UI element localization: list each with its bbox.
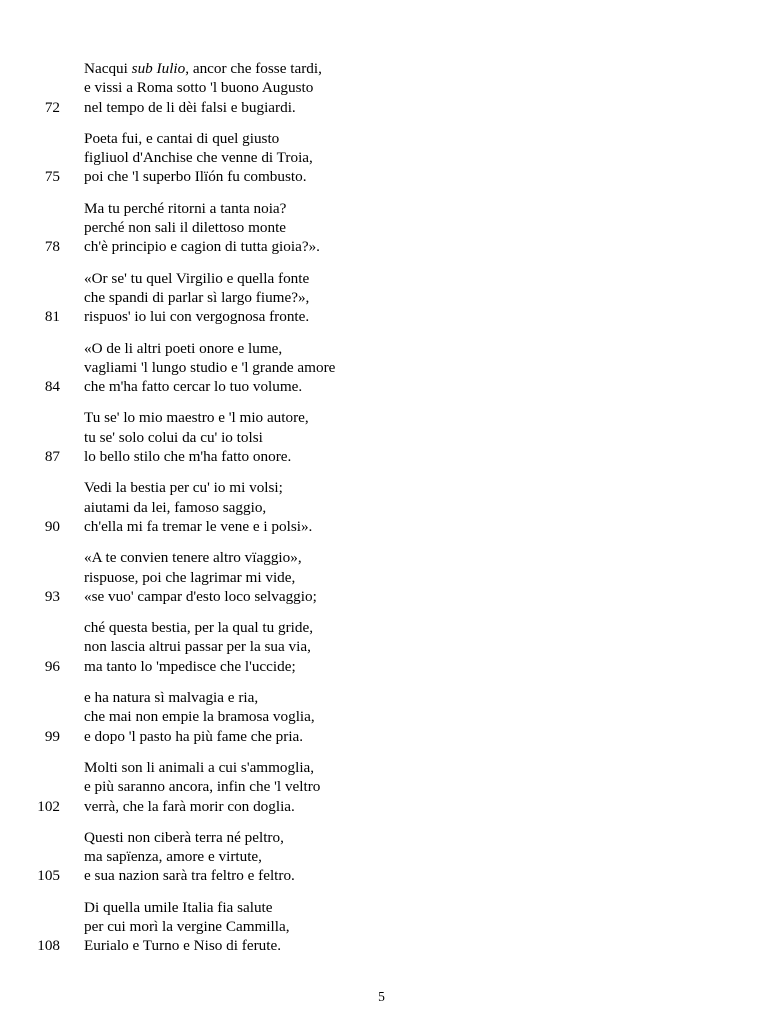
verse-line [0,59,763,78]
tercet [0,618,763,676]
line-number: 108 [37,937,60,955]
verse-segment: tu se' solo colui da cu' io tolsi [84,428,263,446]
verse-line [0,797,763,816]
verse-text [84,358,335,377]
verse-line [0,707,763,726]
tercet [0,478,763,536]
verse-line [0,637,763,656]
verse-line [0,758,763,777]
verse-text [84,218,286,237]
verse-segment: Ma tu perché ritorni a tanta noia? [84,199,287,217]
poem-text [0,59,763,968]
line-number: 102 [37,797,60,815]
verse-line [0,167,763,186]
verse-segment: perché non sali il dilettoso monte [84,219,287,237]
verse-line [0,548,763,567]
verse-text [84,657,296,676]
verse-segment: che m'ha fatto cercar lo tuo volume. [84,378,303,396]
verse-segment: «O de li altri poeti onore e lume, [84,339,283,357]
verse-segment: che spandi di parlar sì largo fiume?», [84,288,310,306]
verse-line [0,898,763,917]
verse-segment: che mai non empie la bramosa voglia, [84,708,315,726]
verse-line [0,218,763,237]
verse-segment: vagliami 'l lungo studio e 'l grande amore [84,358,336,376]
verse-segment: per cui morì la vergine Cammilla, [84,917,290,935]
verse-segment: nel tempo de li dèi falsi e bugiardi. [84,98,296,116]
verse-line [0,78,763,97]
verse-segment: ch'ella mi fa tremar le vene e i polsi». [84,517,313,535]
verse-text [84,199,286,218]
verse-line [0,237,763,256]
verse-text [84,428,263,447]
verse-text [84,688,258,707]
verse-text [84,797,295,816]
verse-line [0,358,763,377]
verse-text [84,517,312,536]
verse-segment: e vissi a Roma sotto 'l buono Augusto [84,79,314,97]
verse-line [0,498,763,517]
verse-line [0,828,763,847]
verse-segment: poi che 'l superbo Ilïón fu combusto. [84,168,307,186]
tercet [0,199,763,257]
verse-text [84,269,309,288]
verse-text [84,98,296,117]
verse-line [0,447,763,466]
tercet [0,339,763,397]
line-number: 72 [44,98,60,116]
verse-text [84,339,282,358]
verse-text [84,568,295,587]
tercet [0,758,763,816]
verse-line [0,936,763,955]
verse-segment: Di quella umile Italia fia salute [84,898,273,916]
line-number: 96 [44,657,60,675]
verse-line [0,307,763,326]
line-number: 90 [44,517,60,535]
verse-text [84,777,320,796]
verse-segment: ma sapïenza, amore e virtute, [84,848,262,866]
verse-segment: verrà, che la farà morir con doglia. [84,797,295,815]
line-number: 105 [37,867,60,885]
verse-segment: , ancor che fosse tardi, [185,60,322,77]
verse-text [84,637,311,656]
verse-text [84,707,315,726]
verse-line [0,688,763,707]
tercet [0,898,763,956]
verse-text [84,129,279,148]
verse-text [84,917,290,936]
line-number: 75 [44,168,60,186]
verse-text [84,478,283,497]
verse-text [84,408,309,427]
verse-line [0,408,763,427]
verse-line [0,339,763,358]
verse-line [0,288,763,307]
verse-segment: e ha natura sì malvagia e ria, [84,689,259,707]
verse-line [0,517,763,536]
line-number: 84 [44,378,60,396]
verse-text [84,377,302,396]
page-number: 5 [378,989,385,1004]
verse-text [84,866,295,885]
verse-line [0,587,763,606]
tercet [0,688,763,746]
verse-line [0,727,763,746]
verse-text [84,898,273,917]
verse-segment: rispuose, poi che lagrimar mi vide, [84,568,296,586]
verse-segment: ché questa bestia, per la qual tu gride, [84,619,313,637]
verse-text [84,148,313,167]
verse-line [0,568,763,587]
tercet [0,548,763,606]
verse-text [84,447,291,466]
verse-segment: lo bello stilo che m'ha fatto onore. [84,448,292,466]
italic-phrase: sub Iulio [131,60,186,77]
verse-line [0,199,763,218]
verse-text [84,307,309,326]
verse-segment: ch'è principio e cagion di tutta gioia?». [84,238,320,256]
verse-segment: Molti son li animali a cui s'ammoglia, [84,758,315,776]
tercet [0,828,763,886]
verse-text [84,59,322,78]
verse-segment: Vedi la bestia per cu' io mi volsi; [84,479,283,497]
verse-segment: non lascia altrui passar per la sua via, [84,638,311,656]
verse-segment: e sua nazion sarà tra feltro e feltro. [84,867,295,885]
line-number: 78 [44,238,60,256]
verse-line [0,866,763,885]
verse-text [84,288,309,307]
tercet [0,59,763,117]
verse-segment: e più saranno ancora, infin che 'l veltro [84,778,321,796]
verse-text [84,727,303,746]
verse-line [0,269,763,288]
tercet [0,269,763,327]
verse-line [0,618,763,637]
verse-text [84,847,262,866]
verse-line [0,98,763,117]
line-number: 81 [44,308,60,326]
tercet [0,408,763,466]
verse-text [84,828,284,847]
tercet [0,129,763,187]
verse-line [0,657,763,676]
verse-line [0,428,763,447]
verse-segment: rispuos' io lui con vergognosa fronte. [84,308,310,326]
verse-line [0,917,763,936]
verse-segment: «Or se' tu quel Virgilio e quella fonte [84,269,310,287]
verse-segment: Questi non ciberà terra né peltro, [84,828,284,846]
verse-text [84,587,317,606]
verse-line [0,847,763,866]
verse-text [84,618,313,637]
verse-segment: figliuol d'Anchise che venne di Troia, [84,149,313,167]
line-number: 93 [44,587,60,605]
line-number: 99 [44,727,60,745]
verse-line [0,377,763,396]
verse-segment: aiutami da lei, famoso saggio, [84,498,267,516]
verse-text [84,758,314,777]
verse-line [0,777,763,796]
verse-segment: Poeta fui, e cantai di quel giusto [84,129,280,147]
verse-text [84,237,320,256]
verse-segment: Tu se' lo mio maestro e 'l mio autore, [84,409,309,427]
verse-segment: «se vuo' campar d'esto loco selvaggio; [84,587,317,605]
verse-segment: «A te convien tenere altro vïaggio», [84,549,302,567]
line-number: 87 [44,448,60,466]
verse-text [84,936,281,955]
verse-line [0,129,763,148]
verse-line [0,148,763,167]
verse-text [84,548,302,567]
verse-text [84,167,307,186]
verse-segment: Eurialo e Turno e Niso di ferute. [84,937,281,955]
verse-text [84,78,313,97]
verse-segment: e dopo 'l pasto ha più fame che pria. [84,727,304,745]
verse-segment: Nacqui [84,60,132,77]
verse-segment: ma tanto lo 'mpedisce che l'uccide; [84,657,296,675]
verse-line [0,478,763,497]
verse-text [84,498,266,517]
